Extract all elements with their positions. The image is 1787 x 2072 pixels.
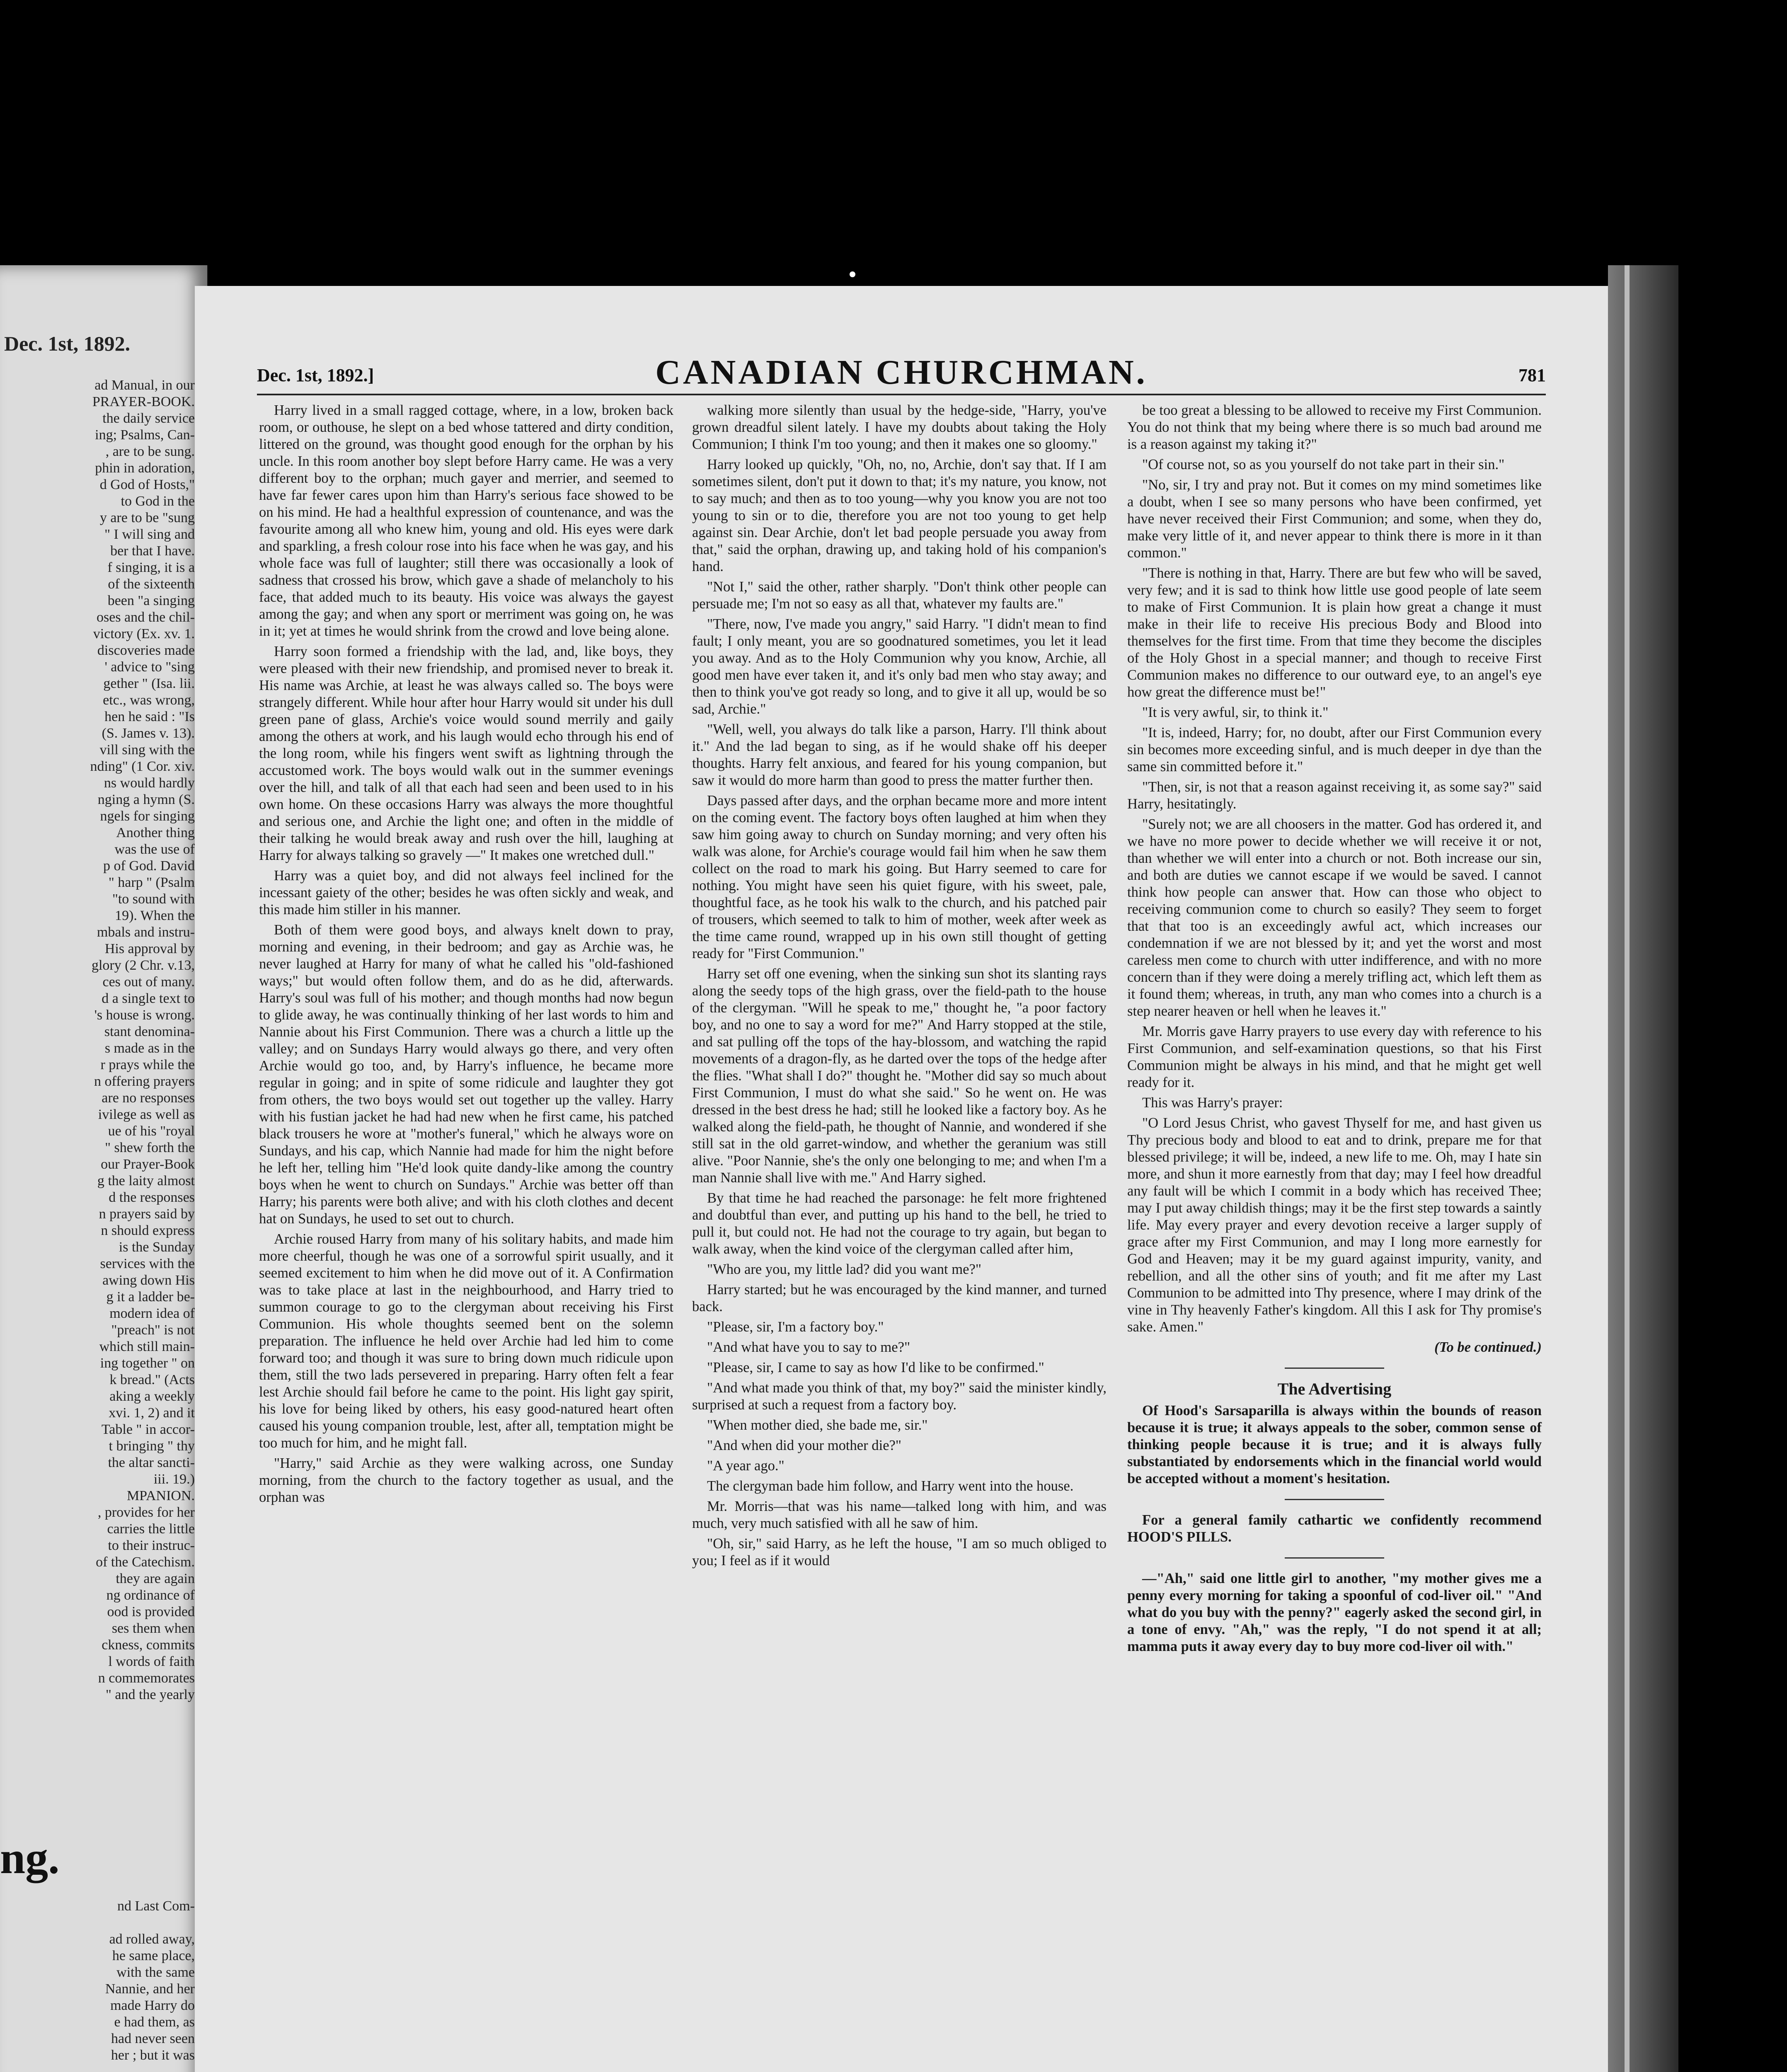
article-paragraph: "Well, well, you always do talk like a parson, Harry. I'll think about it." And the lad began to sing, as if he would shake off his deeper thoughts. Harry felt anxious, and feared for his young companion, but saw it would do more harm than good to press the matter further then. (692, 721, 1107, 788)
text-line-fragment: ngels for singing (100, 808, 195, 824)
left-page-header: Dec. 1st, 1892. (4, 332, 131, 355)
article-paragraph: "Harry," said Archie as they were walking across, one Sunday morning, from the church to the factory together as usual, and the orphan was (259, 1455, 673, 1505)
text-line-fragment: etc., was wrong, (103, 692, 195, 708)
text-line-fragment: ces out of many. (102, 974, 195, 990)
text-line-fragment: made Harry do (110, 1998, 195, 2013)
text-line-fragment: with the same (116, 1965, 195, 1980)
text-line-fragment: ns would hardly (104, 775, 195, 791)
to-be-continued: (To be continued.) (1434, 1339, 1542, 1355)
text-line-fragment: His approval by (104, 941, 195, 956)
text-line-fragment: is the Sunday (119, 1239, 195, 1255)
article-paragraph: Harry started; but he was encouraged by the kind manner, and turned back. (692, 1282, 1107, 1314)
text-line-fragment: had never seen (111, 2031, 195, 2046)
text-line-fragment: g the laity almost (97, 1173, 195, 1188)
text-line-fragment: n should express (101, 1223, 195, 1238)
text-line-fragment: e had them, as (114, 2014, 195, 2030)
article-paragraph: "And when did your mother die?" (707, 1438, 901, 1453)
hood-pills-notice: For a general family cathartic we confidently recommend HOOD'S PILLS. (1127, 1512, 1542, 1545)
text-line-fragment: l words of faith (108, 1654, 195, 1669)
text-line-fragment: they are again (116, 1571, 195, 1586)
article-paragraph: be too great a blessing to be allowed to receive my First Communion. You do not think that my being where there is so much bad around me is a reason against my taking it?" (1127, 402, 1542, 452)
page-edge (1625, 265, 1630, 2072)
article-paragraph: This was Harry's prayer: (1142, 1095, 1283, 1111)
text-line-fragment: ood is provided (107, 1604, 195, 1619)
article-paragraph: "It is, indeed, Harry; for, no doubt, after our First Communion every sin becomes more exceeding sinful, and is much deeper in dye than the same sin committed before it." (1127, 725, 1542, 775)
text-line-fragment: (S. James v. 13). (102, 726, 195, 741)
text-line-fragment: Nannie, and her (105, 1981, 195, 1997)
text-line-fragment: g it a ladder be- (106, 1289, 195, 1305)
text-line-fragment: nd Last Com- (117, 1898, 195, 1914)
article-paragraph: "It is very awful, sir, to think it." (1142, 704, 1329, 720)
text-line-fragment: ivilege as well as (98, 1107, 195, 1122)
text-line-fragment: ber that I have. (110, 543, 195, 559)
column-3 (1127, 402, 1542, 1658)
left-page-heading-fragment: ng. (0, 1832, 60, 1883)
text-line-fragment: been "a singing (107, 593, 195, 608)
divider (1285, 1499, 1384, 1500)
text-line-fragment: which still main- (99, 1339, 195, 1354)
advertising-heading: The Advertising (1277, 1380, 1392, 1398)
article-paragraph: Mr. Morris gave Harry prayers to use every day with reference to his First Communion, and self-examination questions, so that his First Communion might be always in his mind, and that he might get well ready for it. (1127, 1024, 1542, 1090)
text-line-fragment: he same place, (112, 1948, 195, 1963)
article-paragraph: "When mother died, she bade me, sir." (707, 1417, 928, 1433)
text-line-fragment: vill sing with the (99, 742, 195, 758)
article-paragraph: "Please, sir, I came to say as how I'd like to be confirmed." (707, 1360, 1044, 1375)
divider (1285, 1557, 1384, 1559)
article-paragraph: Harry lived in a small ragged cottage, where, in a low, broken back room, or outhouse, he slept on a bed whose tattered and dirty condition, littered on the ground, was thought good enough for the orphan by his uncle. In this room another boy slept before Harry came. He was a very different boy to the orphan; much gayer and merrier, and seemed to have far fewer cares upon him than Harry's serious face showed to be on his mind. He had a healthful expression of countenance, and was the favourite among all who knew him, young and old. His eyes were dark and sparkling, a fresh colour rose into his face when he was gay, and his whole face was full of laughter; still there was occasionally a look of sadness that crossed his brow, which gave a shade of melancholy to his face, that added much to its beauty. His voice was always the gayest among the gay; and when any sport or merriment was going on, he was in it; yet at times he would shrink from the crowd and love being alone. (259, 402, 673, 639)
text-line-fragment: p of God. David (103, 858, 195, 874)
text-line-fragment: carries the little (107, 1521, 195, 1537)
article-paragraph: "Surely not; we are all choosers in the matter. God has ordered it, and we have no more power to decide whether we will receive it or not, than whether we will enter into a church or not. Both increase our sin, and both are duties we cannot escape if we would be saved. I cannot think how people can answer that. How can those who object to receiving communion come to church so easily? They seem to forget that that too is an exceedingly awful act, which increases our condemnation if we are not blessed by it; and yet the worst and most careless men come to church with utter indifference, and with no more concern than if they were doing a merely trifling act, which left them as it found them; whereas, in truth, any man who comes into a church is a step nearer heaven or hell when he leaves it." (1127, 816, 1542, 1019)
text-line-fragment: s made as in the (104, 1041, 195, 1056)
article-paragraph: "And what made you think of that, my boy?" said the minister kindly, surprised at such a request from a factory boy. (692, 1380, 1107, 1413)
text-line-fragment: of the Catechism. (96, 1554, 195, 1570)
text-line-fragment: ue of his "royal (108, 1123, 195, 1139)
article-paragraph: Both of them were good boys, and always knelt down to pray, morning and evening, in their bedroom; and gay as Archie was, he never laughed at Harry for many of what he called his "old-fashioned ways;" but would often follow them, and do as he did, afterwards. Harry's soul was full of his mother; and though months had now begun to glide away, he was continually thinking of her last words to him and Nannie about his First Communion. There was a church a little up the valley; and on Sundays Harry would always go there, and very often Archie would go too, and, by Harry's influence, he became more regular in going; and in spite of some ridicule and laughter they got from others, the two boys would set out together up the valley. Harry with his fustian jacket he had had new when he first came, his patched black trousers he wore at "mother's funeral," which he always wore on Sundays, and his cap, which Nannie had made for him the night before he left her, telling him "He'd look quite dandy-like among the country boys when he went to church on Sundays." Archie was better off than Harry; his parents were both alive; and with his cloth clothes and decent hat on Sundays, he used to set out to church. (259, 922, 673, 1227)
text-line-fragment: services with the (100, 1256, 195, 1271)
text-line-fragment: phin in adoration, (95, 460, 195, 476)
text-line-fragment: are no responses (102, 1090, 195, 1106)
article-paragraph: Archie roused Harry from many of his solitary habits, and made him more cheerful, though he was one of a sorrowful spirit usually, and it seemed excitement to him when he did move out of it. A Confirmation was to take place at last in the neighbourhood, and Harry tried to summon courage to go to the clergyman about receiving his First Communion. His whole thoughts seemed bent on the solemn preparation. The influence he held over Archie had led him to come forward too; and though it was sure to bring down much ridicule upon them, still the two lads persevered in preparing. Harry often felt a fear lest Archie should fail before he came to the point. His light gay spirit, his love for being liked by others, his easy good-natured heart often caused his young companion trouble, lest, after all, temptation might be too much for him, and he might fall. (259, 1231, 673, 1451)
left-page-text-fragments (0, 377, 195, 1703)
text-line-fragment: was the use of (114, 842, 195, 857)
text-line-fragment: the daily service (102, 411, 195, 426)
text-line-fragment: " shew forth the (105, 1140, 195, 1155)
article-paragraph: Harry set off one evening, when the sinking sun shot its slanting rays along the seedy tops of the high grass, over the field-path to the house of the clergyman. "Will he speak to me," thought he, "a poor factory boy, and no one to say a word for me?" And Harry stopped at the stile, and sat pulling off the tops of the hay-blossom, and watching the rapid movements of a dragon-fly, as he darted over the tops of the hedge after the flies. "What shall I do?" thought he. "Mother did say so much about First Communion, I must do what she said." So he went on. He was dressed in the best dress he had; still he looked like a factory boy. As he walked along the field-path, he thought of Nannie, and wondered if she still sat in the old garret-window, and whether the geranium was still alive. "Poor Nannie, she's the only one belonging to me; and when I'm a man Nannie shall live with me." And Harry sighed. (692, 966, 1107, 1186)
text-line-fragment: discoveries made (97, 643, 195, 658)
text-line-fragment: gether " (Isa. lii. (103, 676, 195, 691)
column-1 (259, 402, 673, 1509)
text-line-fragment: ad rolled away, (109, 1932, 195, 1947)
text-line-fragment: nging a hymn (S. (97, 792, 195, 807)
text-line-fragment: , provides for her (97, 1505, 195, 1520)
text-line-fragment: 19). When the (115, 908, 195, 923)
text-line-fragment: " I will sing and (104, 527, 195, 542)
text-line-fragment: ses them when (111, 1621, 195, 1636)
text-line-fragment: t bringing " thy (109, 1438, 195, 1454)
text-line-fragment: awing down His (102, 1273, 195, 1288)
article-paragraph: Mr. Morris—that was his name—talked long with him, and was much, very much satisfied with all he saw of him. (692, 1498, 1107, 1531)
article-paragraph: Days passed after days, and the orphan became more and more intent on the coming event. The factory boys often laughed at him when they saw him going away to church on Sunday morning; and very often his walk was alone, for Archie's courage would fail him when he saw them collect on the road to mark his going. But Harry seemed to care for nothing. You might have seen his quiet figure, with his sweet, pale, thoughtful face, as he took his walk to the church, and his patched pair of trousers, which seemed to talk to him of mother, week after week as the time came round, wrapped up in his own still thought of getting ready for "First Communion." (692, 793, 1107, 961)
article-paragraph: "Please, sir, I'm a factory boy." (707, 1319, 884, 1335)
text-line-fragment (0, 1915, 195, 1931)
article-paragraph: Harry soon formed a friendship with the lad, and, like boys, they were pleased with their new friendship, and promised never to break it. His name was Archie, at least he was always called so. The boys were strangely different. While hour after hour Harry would sit under his dull green pane of glass, Archie's voice would sound merrily and gaily among the others at work, and his laugh would echo through his end of the long room, while his fingers went swift as lightning through the accustomed work. The boys would walk out in the summer evenings over the hill, and talk of all that each had seen and been used to in his own home. On these occasions Harry was always the more thoughtful and serious one, and Archie the light one; and often in the middle of their talking he would break away and rush over the hill, laughing at Harry for always talking so gravely —" It makes one wretched dull." (259, 644, 673, 863)
text-line-fragment: our Prayer-Book (101, 1157, 195, 1172)
text-line-fragment: "preach" is not (111, 1322, 195, 1338)
text-line-fragment: MPANION. (126, 1488, 195, 1503)
page-number: 781 (1518, 365, 1546, 385)
text-line-fragment: oses and the chil- (97, 610, 195, 625)
article-paragraph: "A year ago." (707, 1458, 785, 1474)
cod-liver-oil-anecdote: —"Ah," said one little girl to another, "my mother gives me a penny every morning for taking a spoonful of cod-liver oil." "And what do you buy with the penny?" eagerly asked the second girl, in a tone of envy. "Ah," was the reply, "I do not spend it at all; mamma puts it away every day to buy more cod-liver oil with." (1127, 1571, 1542, 1654)
article-paragraph: Harry was a quiet boy, and did not always feel inclined for the incessant gaiety of the other; besides he was often sickly and weak, and this made him stiller in his manner. (259, 868, 673, 917)
article-paragraph: "O Lord Jesus Christ, who gavest Thyself for me, and hast given us Thy precious body and blood to eat and to drink, prepare me for that blessed privilege; it will be, indeed, a new life to me. Oh, may I hate sin more, and shun it more earnestly from that day; may I feel how dreadful any fault will be which I commit in a body which has received Thee; may I put away childish things; may it be the first step towards a saintly life. May every prayer and every devotion receive a larger supply of grace after my First Communion, and may I long more earnestly for God and Heaven; may it be my guard against impurity, vanity, and rebellion, and all the other sins of youth; and fit me after my Last Communion to be admitted into Thy presence, where I may drink of the vine in Thy heavenly Father's kingdom. All this I ask for Thy promise's sake. Amen." (1127, 1115, 1542, 1335)
article-paragraph: The clergyman bade him follow, and Harry went into the house. (707, 1478, 1074, 1494)
text-line-fragment: ing together " on (100, 1356, 195, 1371)
text-line-fragment: d the responses (109, 1190, 195, 1205)
text-line-fragment: Another thing (116, 825, 195, 840)
text-line-fragment: to their instruc- (108, 1538, 195, 1553)
left-page-text-fragments-2 (0, 1898, 195, 2064)
text-line-fragment: y are to be "sung (99, 510, 195, 525)
article-paragraph: "There, now, I've made you angry," said Harry. "I didn't mean to find fault; I only meant, you are so goodnatured sometimes, you let it lead you away. And as to the Holy Communion why you know, Archie, all good men have ever taken it, and it's only bad men who stay away; and then to think you've got ready so long, and to give it all up, would be so sad, Archie." (692, 616, 1107, 717)
text-line-fragment: ng ordinance of (106, 1588, 195, 1603)
text-line-fragment: " and the yearly (106, 1687, 195, 1702)
article-paragraph: "Not I," said the other, rather sharply. "Don't think other people can persuade me; I'm not so easy as all that, whatever my faults are." (692, 579, 1107, 612)
text-line-fragment: aking a weekly (109, 1389, 195, 1404)
text-line-fragment: ckness, commits (102, 1637, 195, 1653)
article-paragraph: "Oh, sir," said Harry, as he left the house, "I am so much obliged to you; I feel as if it would (692, 1536, 1107, 1569)
article-paragraph: walking more silently than usual by the hedge-side, "Harry, you've grown dreadful silent lately. I have my doubts about taking the Holy Communion; I think I'm too young; and then it makes one so gloomy." (692, 402, 1107, 452)
advertising-body: Of Hood's Sarsaparilla is always within the bounds of reason because it is true; it always appeals to the sober, common sense of thinking people because it is true; and it is always fully substantiated by endorsements which in the financial world would be accepted without a moment's hesitation. (1127, 1403, 1542, 1486)
text-line-fragment: to God in the (121, 494, 195, 509)
article-paragraph: "Then, sir, is not that a reason against receiving it, as some say?" said Harry, hesitatingly. (1127, 779, 1542, 812)
text-line-fragment: mbals and instru- (97, 925, 195, 940)
column-2 (692, 402, 1107, 1573)
text-line-fragment: glory (2 Chr. v.13, (91, 958, 195, 973)
text-line-fragment: ' advice to "sing (104, 659, 195, 675)
text-line-fragment: " harp " (Psalm (108, 875, 195, 890)
text-line-fragment: Table " in accor- (101, 1422, 195, 1437)
text-line-fragment: "to sound with (112, 891, 195, 907)
text-line-fragment: d a single text to (102, 991, 195, 1006)
text-line-fragment: nding" (1 Cor. xiv. (90, 759, 195, 774)
binding-hole (850, 271, 855, 277)
text-line-fragment: modern idea of (109, 1306, 195, 1321)
text-line-fragment: xvi. 1, 2) and it (109, 1405, 195, 1421)
text-line-fragment: iii. 19.) (153, 1472, 195, 1487)
newspaper-page (195, 286, 1608, 2072)
text-line-fragment: ing; Psalms, Can- (95, 427, 195, 443)
article-paragraph: Harry looked up quickly, "Oh, no, no, Archie, don't say that. If I am sometimes silent, don't put it down to that; it's my nature, you know, not to say much; and then as to too young—why you know you are not too young to sin or to die, therefore you are not too young to get help against sin. Dear Archie, don't let bad people persuade you away from that," said the orphan, drawing up, and taking hold of his companion's hand. (692, 457, 1107, 574)
text-line-fragment: the altar sancti- (108, 1455, 195, 1470)
text-line-fragment: r prays while the (100, 1057, 195, 1072)
text-line-fragment: , are to be sung. (105, 444, 195, 459)
page-title: CANADIAN CHURCHMAN. (655, 353, 1148, 392)
text-line-fragment: PRAYER-BOOK. (92, 394, 195, 409)
text-line-fragment: k bread." (Acts (109, 1372, 195, 1387)
article-paragraph: "There is nothing in that, Harry. There are but few who will be saved, very few; and it is sad to think how little use good people of late seem to make of First Communion. It is plain how great a change it must make in their life to receive His precious Body and Blood into themselves for the first time. From that time they become the disciples of the Holy Ghost in a special manner; and though to receive First Communion makes no difference to our outward eye, to an angel's eye how great the difference must be!" (1127, 565, 1542, 700)
text-line-fragment: her ; but it was (111, 2048, 195, 2063)
text-line-fragment: ad Manual, in our (94, 378, 195, 393)
text-line-fragment: f singing, it is a (107, 560, 195, 575)
article-paragraph: "Of course not, so as you yourself do not take part in their sin." (1142, 457, 1505, 472)
text-line-fragment: 's house is wrong. (94, 1007, 195, 1023)
text-line-fragment: hen he said : "Is (104, 709, 195, 724)
text-line-fragment: victory (Ex. xv. 1. (93, 626, 195, 641)
text-line-fragment: d God of Hosts," (99, 477, 195, 492)
article-paragraph: "Who are you, my little lad? did you want me?" (707, 1261, 981, 1277)
text-line-fragment: n offering prayers (94, 1074, 195, 1089)
page-header (257, 348, 1546, 395)
page-date: Dec. 1st, 1892.] (257, 365, 374, 385)
article-paragraph: "And what have you to say to me?" (707, 1339, 910, 1355)
text-line-fragment: of the sixteenth (108, 576, 195, 592)
article-paragraph: By that time he had reached the parsonage: he felt more frightened and doubtful than ever, and putting up his hand to the bell, he tried to pull it, but could not. He had not the courage to try again, but began to walk away, when the kind voice of the clergyman called after him, (692, 1190, 1107, 1257)
article-paragraph: "No, sir, I try and pray not. But it comes on my mind sometimes like a doubt, when I see so many persons who have been confirmed, yet have never received their First Communion; and some, when they do, make very little of it, and never appear to think there is more in it than common." (1127, 477, 1542, 561)
text-line-fragment: n prayers said by (99, 1206, 195, 1222)
text-line-fragment: stant denomina- (104, 1024, 195, 1039)
book-edge (1608, 265, 1678, 2072)
left-page-fragment (0, 265, 207, 2072)
divider (1285, 1368, 1384, 1369)
text-line-fragment: n commemorates (98, 1670, 195, 1686)
